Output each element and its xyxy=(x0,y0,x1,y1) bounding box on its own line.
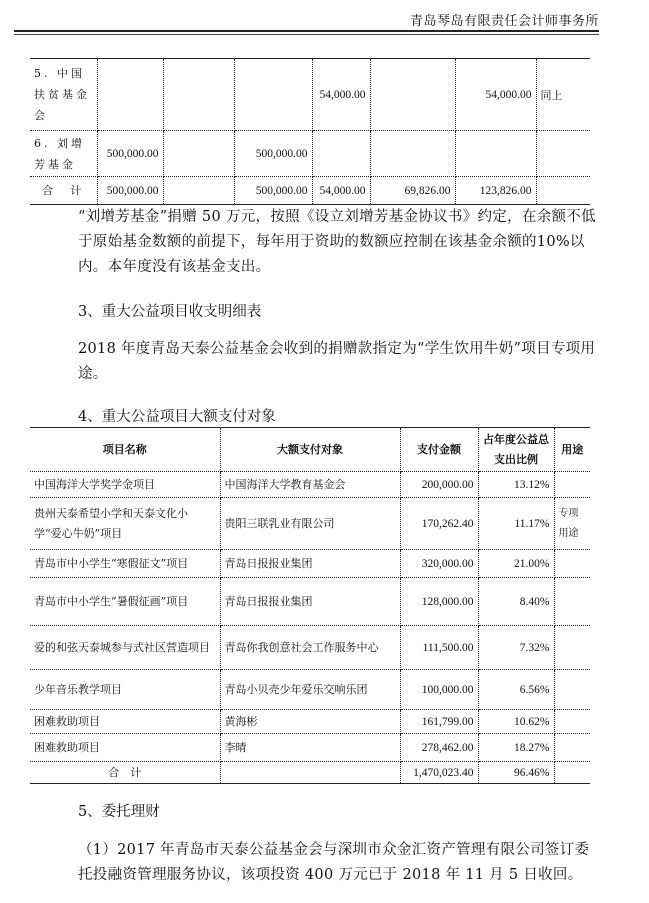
table-row xyxy=(30,670,590,710)
payee: 中国海洋大学教育基金会 xyxy=(220,472,400,498)
ratio: 21.00% xyxy=(478,550,554,578)
project-name: 少年音乐教学项目 xyxy=(30,670,220,710)
cell xyxy=(536,177,590,205)
amount: 170,262.40 xyxy=(400,498,478,550)
use xyxy=(554,472,590,498)
payee-table xyxy=(30,427,590,784)
cell xyxy=(370,131,455,177)
table-row xyxy=(30,734,590,762)
column-header: 支付金额 xyxy=(400,428,478,472)
ratio: 11.17% xyxy=(478,498,554,550)
payee: 黄海彬 xyxy=(220,710,400,734)
table-row xyxy=(30,131,590,177)
project-name: 困难救助项目 xyxy=(30,734,220,762)
project-name: 贵州天泰希望小学和天泰文化小学“爱心牛奶”项目 xyxy=(30,498,220,550)
cell: 69,826.00 xyxy=(370,177,455,205)
fund-table xyxy=(30,58,590,205)
payee: 贵阳三联乳业有限公司 xyxy=(220,498,400,550)
amount: 200,000.00 xyxy=(400,472,478,498)
cell: 500,000.00 xyxy=(234,131,312,177)
cell: 500,000.00 xyxy=(97,131,163,177)
row-label: 5. 中国扶贫基金会 xyxy=(30,59,97,131)
cell xyxy=(312,131,370,177)
cell xyxy=(163,177,234,205)
ratio: 8.40% xyxy=(478,578,554,626)
paragraph-text: 2018 年度青岛天泰公益基金会收到的捐赠款指定为“学生饮用牛奶”项目专项用途。 xyxy=(78,341,596,382)
cell: 500,000.00 xyxy=(234,177,312,205)
payee: 青岛日报报业集团 xyxy=(220,550,400,578)
use xyxy=(554,762,590,784)
cell: 54,000.00 xyxy=(455,59,536,131)
cell xyxy=(370,59,455,131)
project-name: 青岛市中小学生“寒假征文”项目 xyxy=(30,550,220,578)
project-name: 爱的和弦天泰城参与式社区营造项目 xyxy=(30,626,220,670)
section-4-heading: 4、重大公益项目大额支付对象 xyxy=(78,409,276,425)
amount: 111,500.00 xyxy=(400,626,478,670)
use: 专项用途 xyxy=(554,498,590,550)
table-row-total xyxy=(30,762,590,784)
amount: 100,000.00 xyxy=(400,670,478,710)
ratio: 6.56% xyxy=(478,670,554,710)
use xyxy=(554,710,590,734)
section-3-heading: 3、重大公益项目收支明细表 xyxy=(78,304,262,320)
column-header: 大额支付对象 xyxy=(220,428,400,472)
project-name: 青岛市中小学生“暑假征画”项目 xyxy=(30,578,220,626)
total-ratio: 96.46% xyxy=(478,762,554,784)
ratio: 13.12% xyxy=(478,472,554,498)
payee xyxy=(220,762,400,784)
paragraph-text: （1）2017 年青岛市天泰公益基金会与深圳市众金汇资产管理有限公司签订委托投融资管理服务协议，该项投资 400 万元已于 2018 年 11 月 5 日收回。 xyxy=(78,842,590,883)
table-header xyxy=(30,428,590,472)
amount: 161,799.00 xyxy=(400,710,478,734)
total-amount: 1,470,023.40 xyxy=(400,762,478,784)
cell xyxy=(163,59,234,131)
total-label: 合 计 xyxy=(30,762,220,784)
row-label: 6. 刘增芳基金 xyxy=(30,131,97,177)
cell xyxy=(97,59,163,131)
table-row xyxy=(30,472,590,498)
section-5-heading: 5、委托理财 xyxy=(78,804,160,820)
header-rule xyxy=(14,30,599,32)
cell: 123,826.00 xyxy=(455,177,536,205)
table-row xyxy=(30,59,590,131)
paragraph-fund-note xyxy=(44,205,600,280)
section-3-paragraph xyxy=(44,337,600,387)
cell: 54,000.00 xyxy=(312,177,370,205)
ratio: 7.32% xyxy=(478,626,554,670)
column-header: 用途 xyxy=(554,428,590,472)
cell xyxy=(163,131,234,177)
column-header: 项目名称 xyxy=(30,428,220,472)
use xyxy=(554,626,590,670)
ratio: 10.62% xyxy=(478,710,554,734)
payee: 青岛你我创意社会工作服务中心 xyxy=(220,626,400,670)
table-row xyxy=(30,626,590,670)
section-5-paragraph xyxy=(44,838,600,888)
payee: 青岛日报报业集团 xyxy=(220,578,400,626)
firm-name: 青岛琴岛有限责任会计师事务所 xyxy=(409,14,599,29)
paragraph-text: “刘增芳基金”捐赠 50 万元，按照《设立刘增芳基金协议书》约定，在余额不低于原始基金数额的前提下，每年用于资助的数额应控制在该基金余额的10%以内。本年度没有该基金支出。 xyxy=(78,209,596,275)
payee: 青岛小贝壳少年爱乐交响乐团 xyxy=(220,670,400,710)
cell: 同上 xyxy=(536,59,590,131)
table-row xyxy=(30,710,590,734)
amount: 320,000.00 xyxy=(400,550,478,578)
header-rule-thin xyxy=(14,34,599,35)
cell: 500,000.00 xyxy=(97,177,163,205)
ratio: 18.27% xyxy=(478,734,554,762)
table-row xyxy=(30,578,590,626)
table-row xyxy=(30,498,590,550)
table-row xyxy=(30,550,590,578)
cell xyxy=(536,131,590,177)
amount: 278,462.00 xyxy=(400,734,478,762)
cell: 54,000.00 xyxy=(312,59,370,131)
table-row-total xyxy=(30,177,590,205)
column-header: 占年度公益总支出比例 xyxy=(478,428,554,472)
use xyxy=(554,734,590,762)
row-label: 合 计 xyxy=(30,177,97,205)
payee: 李晴 xyxy=(220,734,400,762)
project-name: 困难救助项目 xyxy=(30,710,220,734)
project-name: 中国海洋大学奖学金项目 xyxy=(30,472,220,498)
use xyxy=(554,670,590,710)
cell xyxy=(234,59,312,131)
cell xyxy=(455,131,536,177)
amount: 128,000.00 xyxy=(400,578,478,626)
use xyxy=(554,550,590,578)
use xyxy=(554,578,590,626)
